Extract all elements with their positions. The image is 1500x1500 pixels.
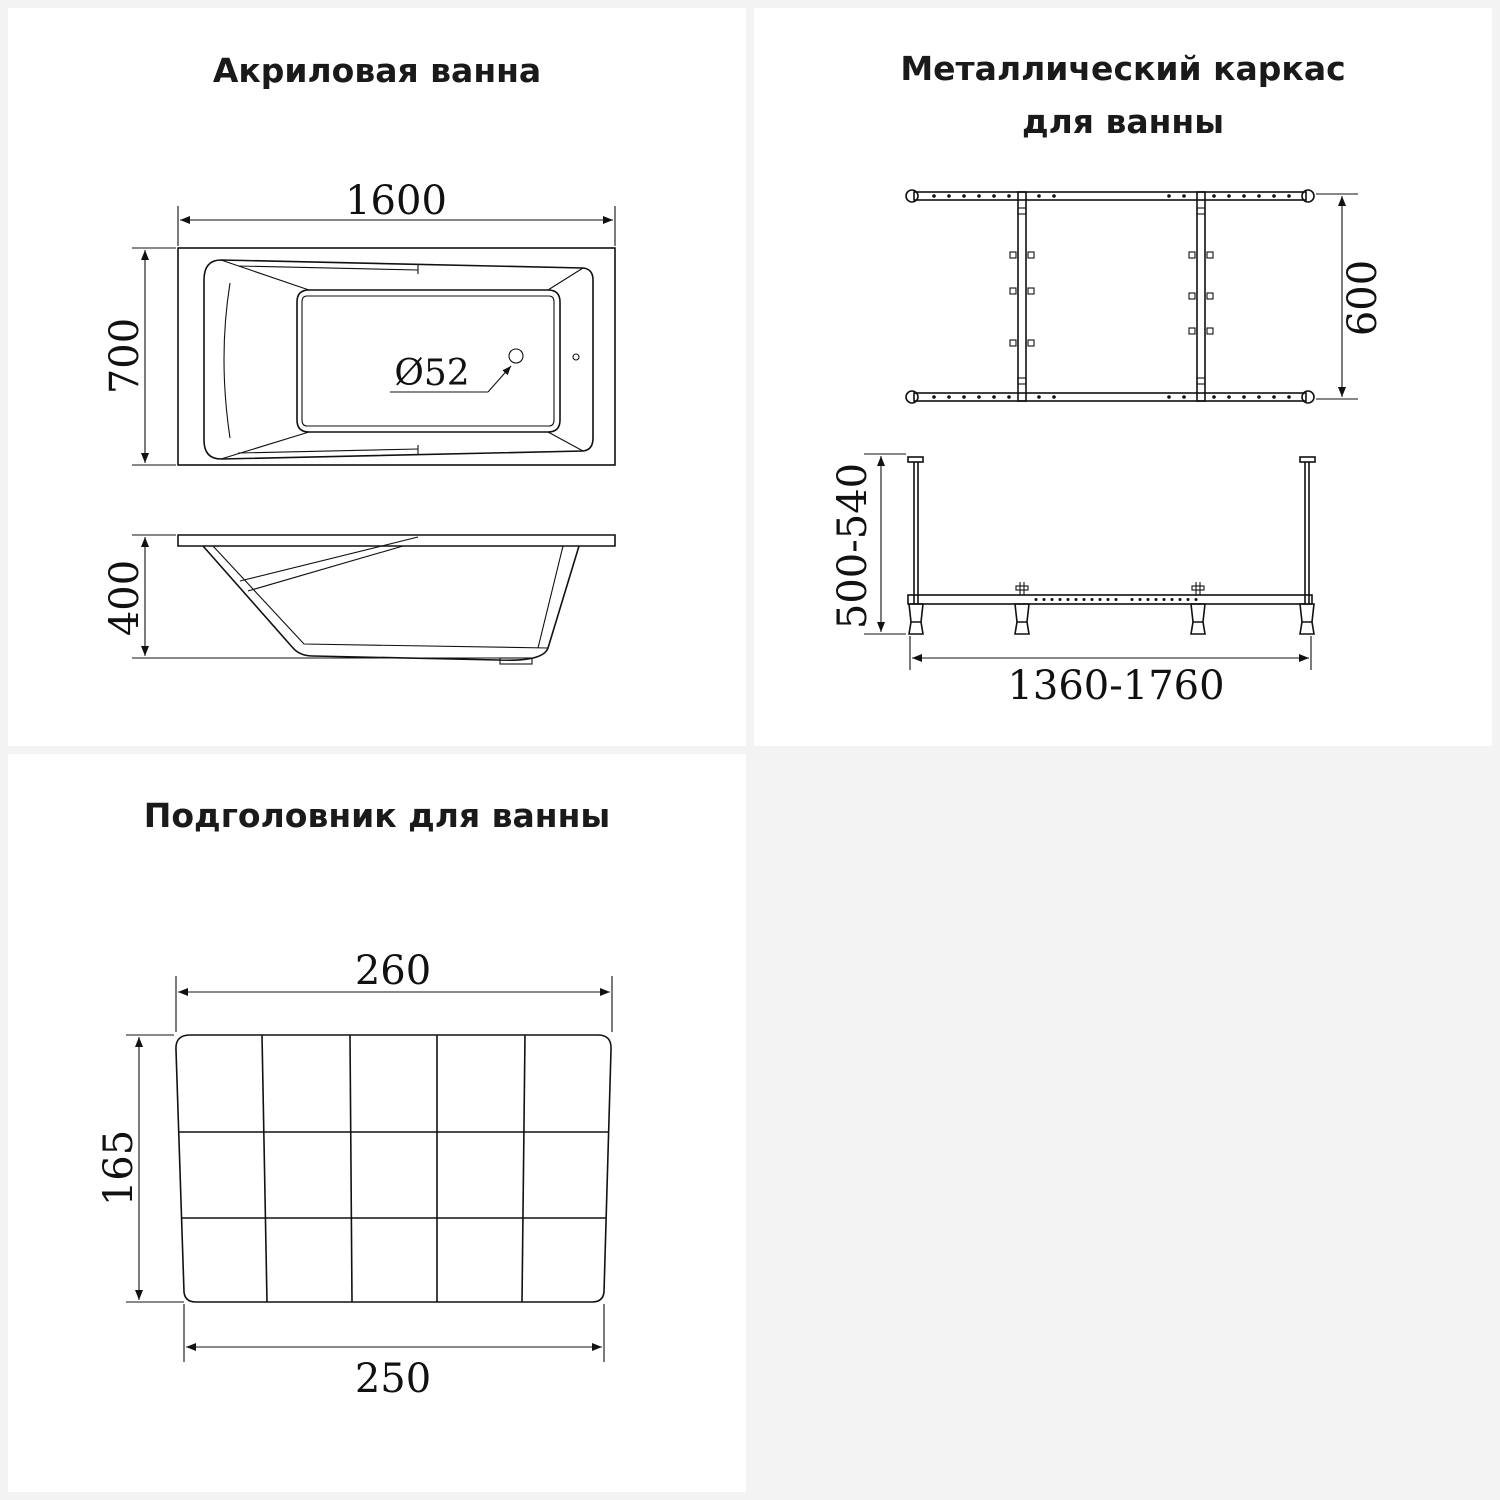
frame-side-view (908, 457, 1315, 634)
headrest-bottom-width-dimension (184, 1304, 604, 1402)
tub-length-dimension (178, 178, 615, 246)
frame-height-dimension (830, 454, 906, 634)
tub-drawing (8, 8, 746, 746)
tub-width-label: 700 (102, 317, 148, 395)
tub-side-view (178, 535, 615, 664)
tub-panel (8, 8, 746, 746)
frame-drawing (754, 8, 1492, 746)
tub-width-dimension (102, 248, 176, 465)
tub-depth-label: 400 (102, 559, 148, 637)
tub-depth-dimension (102, 535, 508, 658)
headrest-panel (8, 754, 746, 1492)
headrest-title: Подголовник для ванны (143, 796, 611, 835)
frame-height-label: 500-540 (830, 462, 876, 630)
drain-diameter-label: Ø52 (394, 353, 470, 394)
frame-panel (754, 8, 1492, 746)
frame-length-dimension (910, 636, 1311, 709)
frame-top-view (906, 190, 1314, 403)
headrest-bottom-width-label: 250 (354, 1356, 432, 1402)
headrest-drawing (8, 754, 746, 1492)
headrest-height-label: 165 (96, 1129, 142, 1207)
headrest-outline (176, 1035, 611, 1302)
headrest-top-width-label: 260 (354, 948, 432, 994)
frame-title-line2: для ванны (1021, 102, 1225, 141)
drain-hole (509, 349, 523, 363)
frame-length-label: 1360-1760 (1007, 663, 1225, 709)
headrest-height-dimension (96, 1035, 184, 1302)
overflow-hole (573, 354, 579, 360)
frame-width-label: 600 (1340, 259, 1386, 337)
headrest-top-width-dimension (176, 948, 612, 1032)
frame-width-dimension (1316, 194, 1386, 399)
tub-length-label: 1600 (345, 178, 447, 224)
tub-title: Акриловая ванна (212, 51, 542, 90)
tub-top-view (178, 248, 615, 465)
frame-title-line1: Металлический каркас (900, 49, 1346, 88)
